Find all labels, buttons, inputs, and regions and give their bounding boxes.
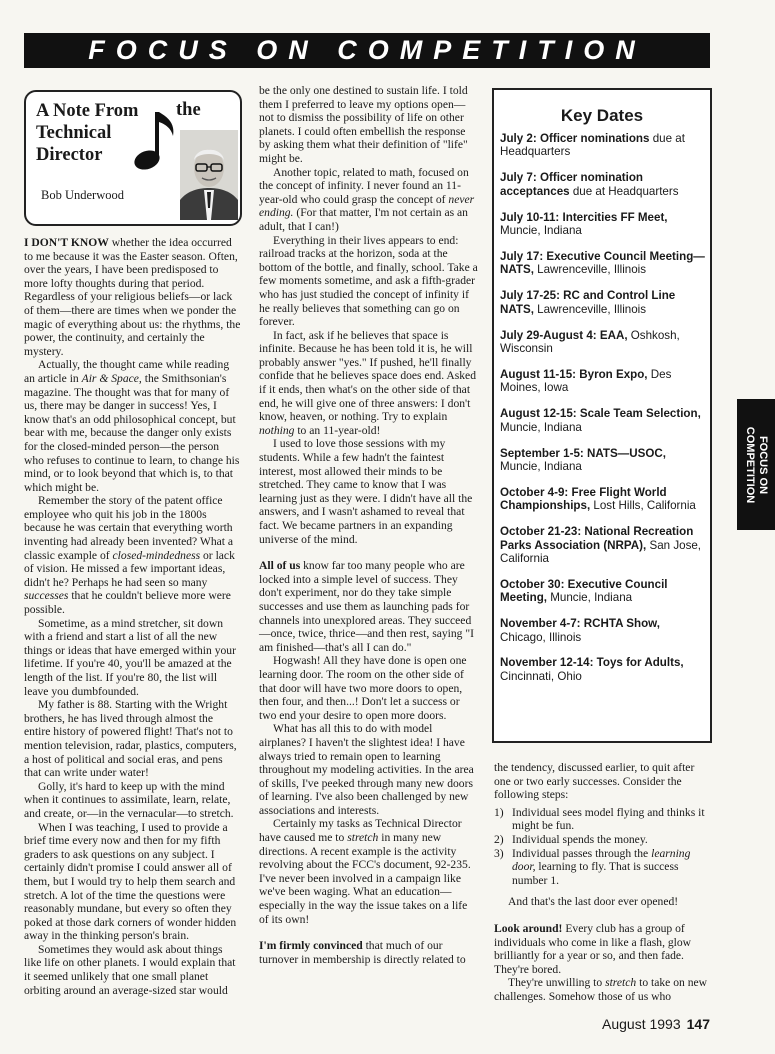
key-date-item: July 29-August 4: EAA, Oshkosh, Wisconsin bbox=[500, 328, 680, 355]
paragraph: Certainly my tasks as Technical Director have caused me to stretch in many new directions. A recent example is the activity revolving about the FCC's document, 92-235. I've never been involved in a campaign like we've been waging. What an education—especially in the way the issue takes on a life of its own! bbox=[259, 817, 471, 926]
key-date-item: September 1-5: NATS—USOC, Muncie, Indiana bbox=[500, 446, 666, 473]
key-date-item: July 17: Executive Council Meeting—NATS, Lawrenceville, Illinois bbox=[500, 249, 705, 277]
music-note-icon bbox=[129, 110, 179, 172]
key-dates-title: Key Dates bbox=[560, 106, 644, 125]
paragraph: Sometimes they would ask about things like life on other planets. I would explain that it seemed unlikely that one small planet orbiting around an average-sized star would bbox=[24, 942, 236, 997]
paragraph: Actually, the thought came while reading an article in Air & Space, the Smithsonian's magazine. The thought was that for many of us, there may be danger in success! Yes, I know that's an odd philosophical concept, but bear with me, because the danger only exists for the closed-minded person—the person who refuses to continue to learn, to change his mind, or to look beyond that which is, to that which might be. bbox=[24, 358, 240, 494]
lead-in: I DON'T KNOW bbox=[24, 236, 109, 249]
key-date-item: November 12-14: Toys for Adults, Cincinnati, Ohio bbox=[500, 656, 684, 683]
paragraph: be the only one destined to sustain life. I told them I preferred to leave my options open—not to dismiss the possibility of life on other planets. I could often embellish the response by asking them what their definition of "life" might be. bbox=[259, 84, 468, 165]
key-date-item: August 12-15: Scale Team Selection, Muncie, Indiana bbox=[500, 407, 701, 434]
paragraph: the tendency, discussed earlier, to quit after one or two early successes. Consider the following steps: bbox=[494, 761, 695, 802]
steps-list bbox=[494, 806, 710, 888]
paragraph: They're unwilling to stretch to take on new challenges. Somehow those of us who bbox=[494, 976, 708, 1003]
paragraph: I used to love those sessions with my students. While a few hadn't the faintest interest, most allowed their minds to be stretched. They came to know that I was learning just as they were. I didn't have all the answers, and I wasn't ashamed to reveal that fact. We became partners in an expanding universe of the mind. bbox=[259, 437, 473, 546]
author-photo bbox=[180, 130, 238, 220]
key-date-item: July 17-25: RC and Control Line NATS, Lawrenceville, Illinois bbox=[500, 289, 676, 316]
paragraph: And that's the last door ever opened! bbox=[508, 895, 679, 909]
list-item: 1) Individual sees model flying and thinks it might be fun. bbox=[494, 805, 705, 833]
key-dates-box bbox=[492, 88, 712, 743]
paragraph: Everything in their lives appears to end: railroad tracks at the horizon, soda at the bottom of the bottle, and finally, school. Take a few moments sometime, and ask a fifth-grader who has just studied the concept of infinity if he really believes that something can go on forever. bbox=[259, 233, 478, 329]
list-item: 3) Individual passes through the learning door, learning to fly. That is success number 1. bbox=[494, 846, 691, 887]
paragraph: I'm firmly convinced that much of our turnover in membership is directly related to bbox=[259, 939, 466, 966]
page-footer bbox=[602, 1016, 710, 1032]
column-title-line2: Technical bbox=[36, 123, 112, 143]
column-title-the: the bbox=[176, 100, 201, 120]
paragraph: Another topic, related to math, focused on the concept of infinity. I never found an 11-year-old who could grasp the concept of never ending. (For that matter, I'm not certain as an adult, that I can!) bbox=[259, 165, 475, 233]
key-date-item: July 10-11: Intercities FF Meet, Muncie, Indiana bbox=[500, 210, 668, 238]
lead-in: I'm firmly convinced bbox=[259, 939, 363, 953]
key-date-item: July 7: Officer nomination acceptances due at Headquarters bbox=[500, 171, 679, 198]
side-tab-label: FOCUS ON COMPETITION bbox=[744, 426, 769, 503]
section-banner: FOCUS ON COMPETITION bbox=[24, 33, 710, 68]
paragraph: Sometime, as a mind stretcher, sit down with a friend and start a list of all the new things or ideas that have emerged within your lifetime. If you're 40, you'll be amazed at the length of the list. If you're 80, the list will leave you dumbfounded. bbox=[24, 616, 236, 698]
column-title-box bbox=[24, 90, 242, 226]
author-name: Bob Underwood bbox=[41, 188, 124, 202]
section-side-tab bbox=[737, 399, 775, 530]
issue-date: August 1993 bbox=[602, 1016, 681, 1032]
key-date-item: November 4-7: RCHTA Show, Chicago, Illinois bbox=[500, 617, 660, 644]
paragraph: What has all this to do with model airplanes? I haven't the slightest idea! I have always tried to remain open to learning throughout my modeling activities. In the area of skills, I've peeked through many new doors of learning. I've also been challenged by new associations and interests. bbox=[259, 722, 474, 817]
paragraph: My father is 88. Starting with the Wright brothers, he has lived through almost the entire history of powered flight! That's not to mention television, radar, plastics, computers, a host of political and social eras, and pens that can write under water! bbox=[24, 698, 237, 780]
article-column-1 bbox=[24, 236, 241, 997]
article-column-3 bbox=[494, 761, 710, 1004]
page-number: 147 bbox=[686, 1016, 710, 1032]
paragraph: Golly, it's hard to keep up with the mind when it continues to assimilate, learn, relate, and create, or—in the vernacular—to stretch. bbox=[24, 779, 234, 820]
key-date-item: October 4-9: Free Flight World Championships, Lost Hills, California bbox=[500, 485, 696, 513]
paragraph: Hogwash! All they have done is open one learning door. The room on the other side of that door will have two more doors to open, then four, and then...! Don't let a success or two end your desire to open more doors. bbox=[259, 654, 467, 722]
paragraph: I DON'T KNOW whether the idea occurred to me because it was the Easter season. Often, over the years, I have been predisposed to more lofty thoughts during that period. Regardless of your religious beliefs—or lack of them—there are times when we ponder the magic of everything about us: the rhythms, the power, the continuity, and certainly the mystery. bbox=[24, 236, 241, 358]
lead-in: All of us bbox=[259, 559, 301, 573]
lead-in: Look around! bbox=[494, 921, 563, 935]
key-date-item: July 2: Officer nominations due at Headquarters bbox=[500, 132, 685, 159]
key-date-item: October 30: Executive Council Meeting, Muncie, Indiana bbox=[500, 577, 668, 605]
column-title-line1: A Note From bbox=[36, 101, 139, 121]
key-date-item: August 11-15: Byron Expo, Des Moines, Iowa bbox=[500, 367, 672, 395]
paragraph: Remember the story of the patent office employee who quit his job in the 1800s because he was certain that everything worth inventing had already been invented? What a classic example of closed-mindedness or lack of vision. He missed a few important ideas, didn't he? Perhaps he had seen so many successes that he couldn't believe more were possible. bbox=[24, 494, 235, 617]
list-item: 2) Individual spends the money. bbox=[494, 832, 648, 846]
paragraph: When I was teaching, I used to provide a brief time every now and then for my fifth graders to ask questions on any subject. I certainly didn't promise I could answer all of them, but I would try to help them search and stretch. A lot of the time the questions were reasonably mundane, but every so often they poked at those dark corners of wonder hidden away in the thinking person's brain. bbox=[24, 820, 237, 943]
article-column-2 bbox=[259, 84, 478, 966]
paragraph: Look around! Every club has a group of individuals who come in like a flash, glow brilliantly for a year or so, and then fade. They're bored. bbox=[494, 921, 692, 976]
paragraph: All of us know far too many people who are locked into a simple level of success. They don't experiment, nor do they take simple successes and use them as launching pads for channels into unexplored areas. They succeed—once, twice, thrice—and then rest, saying "I am finished—that's all I can do." bbox=[259, 559, 474, 654]
paragraph: In fact, ask if he believes that space is infinite. Because he has been told it is, he will probably answer "yes." If pushed, he'll finally confide that he believes space does end. Asked if it ends, then what's on the other side of that end, he will give one of three answers: I don't know, heaven, or nothing. Try to explain nothing to an 11-year-old! bbox=[259, 328, 476, 437]
column-title bbox=[36, 100, 138, 166]
key-dates-list bbox=[500, 132, 706, 696]
key-date-item: October 21-23: National Recreation Parks Association (NRPA), San Jose, California bbox=[500, 525, 702, 565]
column-title-line3: Director bbox=[36, 145, 103, 165]
